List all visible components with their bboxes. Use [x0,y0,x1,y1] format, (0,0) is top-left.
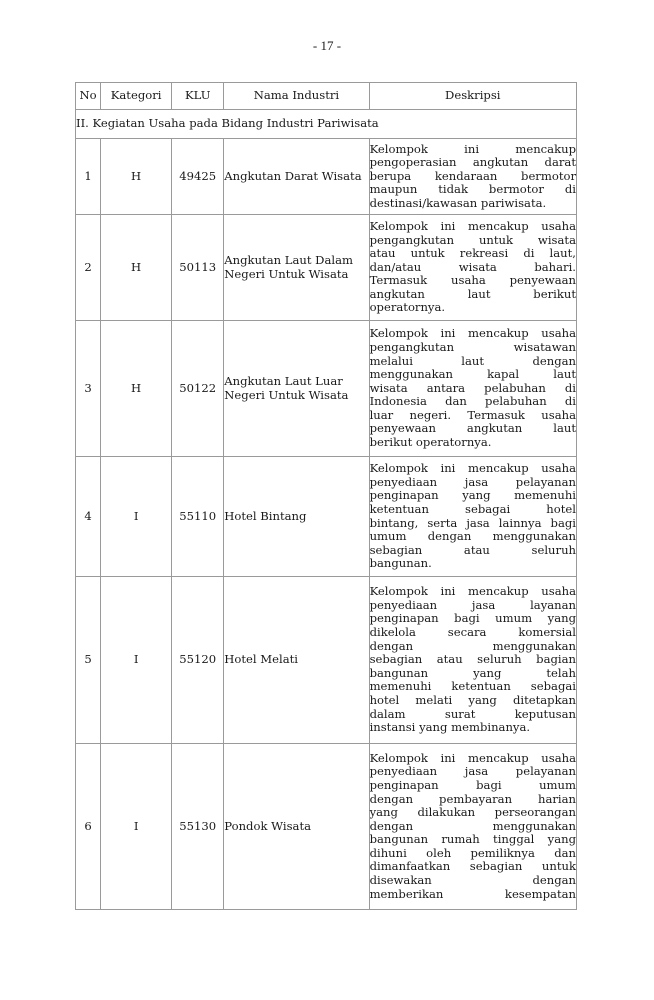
deskripsi-line: berupa kendaraan bermotor [369,168,576,183]
row-kategori: H [101,321,172,457]
deskripsi-line: instansi yang membinanya. [369,720,531,735]
row-no: 3 [76,321,101,457]
deskripsi-line: Kelompok ini mencakup usaha [369,461,576,476]
header-nama-industri: Nama Industri [224,83,369,110]
deskripsi-line: melalui laut dengan [369,353,576,368]
page-number: - 17 - [312,38,342,53]
table-row [76,321,577,457]
row-kategori: H [101,215,172,321]
deskripsi-line: umum dengan menggunakan [369,529,576,544]
header-no: No [76,83,101,110]
row-deskripsi [369,577,576,744]
row-klu: 55110 [172,457,224,577]
deskripsi-line: dalam surat keputusan [369,706,576,721]
deskripsi-line: penyewaan angkutan laut [369,421,576,436]
deskripsi-line: destinasi/kawasan pariwisata. [369,195,547,210]
row-kategori: I [101,744,172,910]
deskripsi-line: dihuni oleh pemiliknya dan [369,845,576,860]
row-deskripsi [369,215,576,321]
row-nama-industri: Angkutan Laut Luar Negeri Untuk Wisata [224,321,369,457]
row-nama-industri: Pondok Wisata [224,744,369,910]
row-nama-industri: Hotel Melati [224,577,369,744]
section-row [76,110,577,139]
row-deskripsi [369,321,576,457]
deskripsi-line: dengan menggunakan [369,638,576,653]
deskripsi-line: bangunan yang telah [369,665,576,680]
deskripsi-line: bangunan rumah tinggal yang [369,832,576,847]
deskripsi-line: wisata antara pelabuhan di [369,380,576,395]
section-title: II. Kegiatan Usaha pada Bidang Industri Pariwisata [76,110,577,139]
deskripsi-line: luar negeri. Termasuk usaha [369,407,576,422]
row-klu: 49425 [172,139,224,215]
deskripsi-line: pengoperasian angkutan darat [369,155,576,170]
table-row [76,215,577,321]
deskripsi-line: Kelompok ini mencakup usaha [369,218,576,233]
deskripsi-line: Termasuk usaha penyewaan [369,273,576,288]
row-nama-industri: Angkutan Laut Dalam Negeri Untuk Wisata [224,215,369,321]
deskripsi-line: disewakan dengan [369,873,576,888]
deskripsi-line: penyediaan jasa layanan [369,597,576,612]
deskripsi-line: memberikan kesempatan [369,886,576,901]
row-no: 2 [76,215,101,321]
deskripsi-line: dengan menggunakan [369,818,576,833]
deskripsi-line: yang dilakukan perseorangan [369,805,576,820]
deskripsi-line: pengangkutan wisatawan [369,339,576,354]
deskripsi-line: angkutan laut berikut [369,286,576,301]
deskripsi-line: ketentuan sebagai hotel [369,501,576,516]
deskripsi-line: bangunan. [369,556,432,571]
deskripsi-line: penyediaan jasa pelayanan [369,474,576,489]
header-deskripsi: Deskripsi [369,83,576,110]
row-no: 5 [76,577,101,744]
deskripsi-line: Kelompok ini mencakup usaha [369,750,576,765]
deskripsi-line: menggunakan kapal laut [369,367,576,382]
row-kategori: I [101,577,172,744]
row-kategori: H [101,139,172,215]
industry-table [75,82,577,910]
deskripsi-line: dengan pembayaran harian [369,791,576,806]
row-no: 1 [76,139,101,215]
deskripsi-line: Indonesia dan pelabuhan di [369,394,576,409]
deskripsi-line: memenuhi ketentuan sebagai [369,679,576,694]
row-klu: 50113 [172,215,224,321]
deskripsi-line: pengangkutan untuk wisata [369,232,576,247]
row-no: 4 [76,457,101,577]
deskripsi-line: operatornya. [369,300,446,315]
deskripsi-line: Kelompok ini mencakup [369,141,576,156]
deskripsi-line: penginapan bagi umum [369,777,576,792]
header-kategori: Kategori [101,83,172,110]
table-row [76,744,577,910]
deskripsi-line: sebagian atau seluruh bagian [369,652,576,667]
deskripsi-line: dan/atau wisata bahari. [369,259,576,274]
deskripsi-line: Kelompok ini mencakup usaha [369,584,576,599]
row-deskripsi [369,139,576,215]
row-nama-industri: Hotel Bintang [224,457,369,577]
table-row [76,139,577,215]
row-deskripsi [369,744,576,910]
deskripsi-line: penyediaan jasa pelayanan [369,764,576,779]
row-kategori: I [101,457,172,577]
header-klu: KLU [172,83,224,110]
table-row [76,577,577,744]
deskripsi-line: maupun tidak bermotor di [369,182,576,197]
row-klu: 55130 [172,744,224,910]
table-header-row [76,83,577,110]
row-nama-industri: Angkutan Darat Wisata [224,139,369,215]
deskripsi-line: bintang, serta jasa lainnya bagi [369,515,576,530]
deskripsi-line: atau untuk rekreasi di laut, [369,246,576,261]
deskripsi-line: berikut operatornya. [369,435,492,450]
deskripsi-line: dikelola secara komersial [369,625,576,640]
deskripsi-line: penginapan bagi umum yang [369,611,576,626]
deskripsi-line: dimanfaatkan sebagian untuk [369,859,576,874]
table-row [76,457,577,577]
row-deskripsi [369,457,576,577]
deskripsi-line: penginapan yang memenuhi [369,488,576,503]
row-no: 6 [76,744,101,910]
deskripsi-line: Kelompok ini mencakup usaha [369,326,576,341]
row-klu: 55120 [172,577,224,744]
deskripsi-line: hotel melati yang ditetapkan [369,692,576,707]
deskripsi-line: sebagian atau seluruh [369,542,576,557]
row-klu: 50122 [172,321,224,457]
